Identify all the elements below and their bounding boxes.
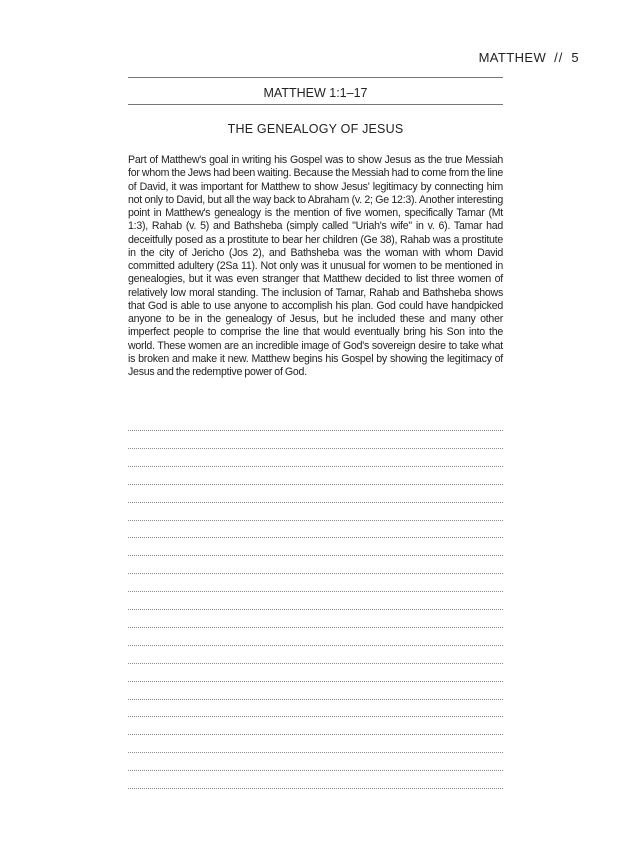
note-line[interactable] <box>128 682 503 700</box>
note-line[interactable] <box>128 503 503 521</box>
note-line[interactable] <box>128 485 503 503</box>
note-line[interactable] <box>128 610 503 628</box>
body-paragraph: Part of Matthew's goal in writing his Gospel was to show Jesus as the true Messiah for whom the Jews had been waiting. Because the Messiah had to come from the line of David, it was important for Matthew to show Jesus' legitimacy by connecting him not only to David, but all the way back to Abraham (v. 2; Ge 12:3). Another interesting point in Matthew's genealogy is the mention of five women, specifically Tamar (Mt 1:3), Rahab (v. 5) and Bathsheba (simply called "Uriah's wife" in v. 6). Tamar had deceitfully posed as a prostitute to bear her children (Ge 38), Rahab was a prostitute in the city of Jericho (Jos 2), and Bathsheba was the woman with whom David committed adultery (2Sa 11). Not only was it unusual for women to be mentioned in genealogies, but it was even stranger that Matthew decided to list three women of relatively low moral standing. The inclusion of Tamar, Rahab and Bathsheba shows that God is able to use anyone to accomplish his plan. God could have handpicked anyone to be in the genealogy of Jesus, but he included these and many other imperfect people to comprise the line that would eventually bring his Son into the world. These women are an incredible image of God's sovereign desire to take what is broken and make it new. Matthew begins his Gospel by showing the legitimacy of Jesus and the redemptive power of God. <box>128 154 503 378</box>
note-line[interactable] <box>128 574 503 592</box>
note-line[interactable] <box>128 717 503 735</box>
note-line[interactable] <box>128 628 503 646</box>
note-line[interactable] <box>128 735 503 753</box>
note-lines <box>128 413 503 789</box>
note-line[interactable] <box>128 431 503 449</box>
note-line[interactable] <box>128 700 503 718</box>
note-line[interactable] <box>128 467 503 485</box>
note-line[interactable] <box>128 592 503 610</box>
bottom-rule <box>128 104 503 105</box>
running-header-book: MATTHEW <box>478 50 547 65</box>
note-line[interactable] <box>128 413 503 431</box>
note-line[interactable] <box>128 771 503 789</box>
page-number: 5 <box>571 50 579 65</box>
note-line[interactable] <box>128 646 503 664</box>
note-line[interactable] <box>128 538 503 556</box>
running-header-separator: // <box>554 50 564 65</box>
running-header <box>479 50 579 65</box>
note-line[interactable] <box>128 521 503 539</box>
passage-section <box>128 77 503 789</box>
passage-reference: MATTHEW 1:1–17 <box>263 86 368 100</box>
section-title: THE GENEALOGY OF JESUS <box>227 122 404 136</box>
note-line[interactable] <box>128 556 503 574</box>
note-line[interactable] <box>128 449 503 467</box>
note-line[interactable] <box>128 664 503 682</box>
note-line[interactable] <box>128 753 503 771</box>
